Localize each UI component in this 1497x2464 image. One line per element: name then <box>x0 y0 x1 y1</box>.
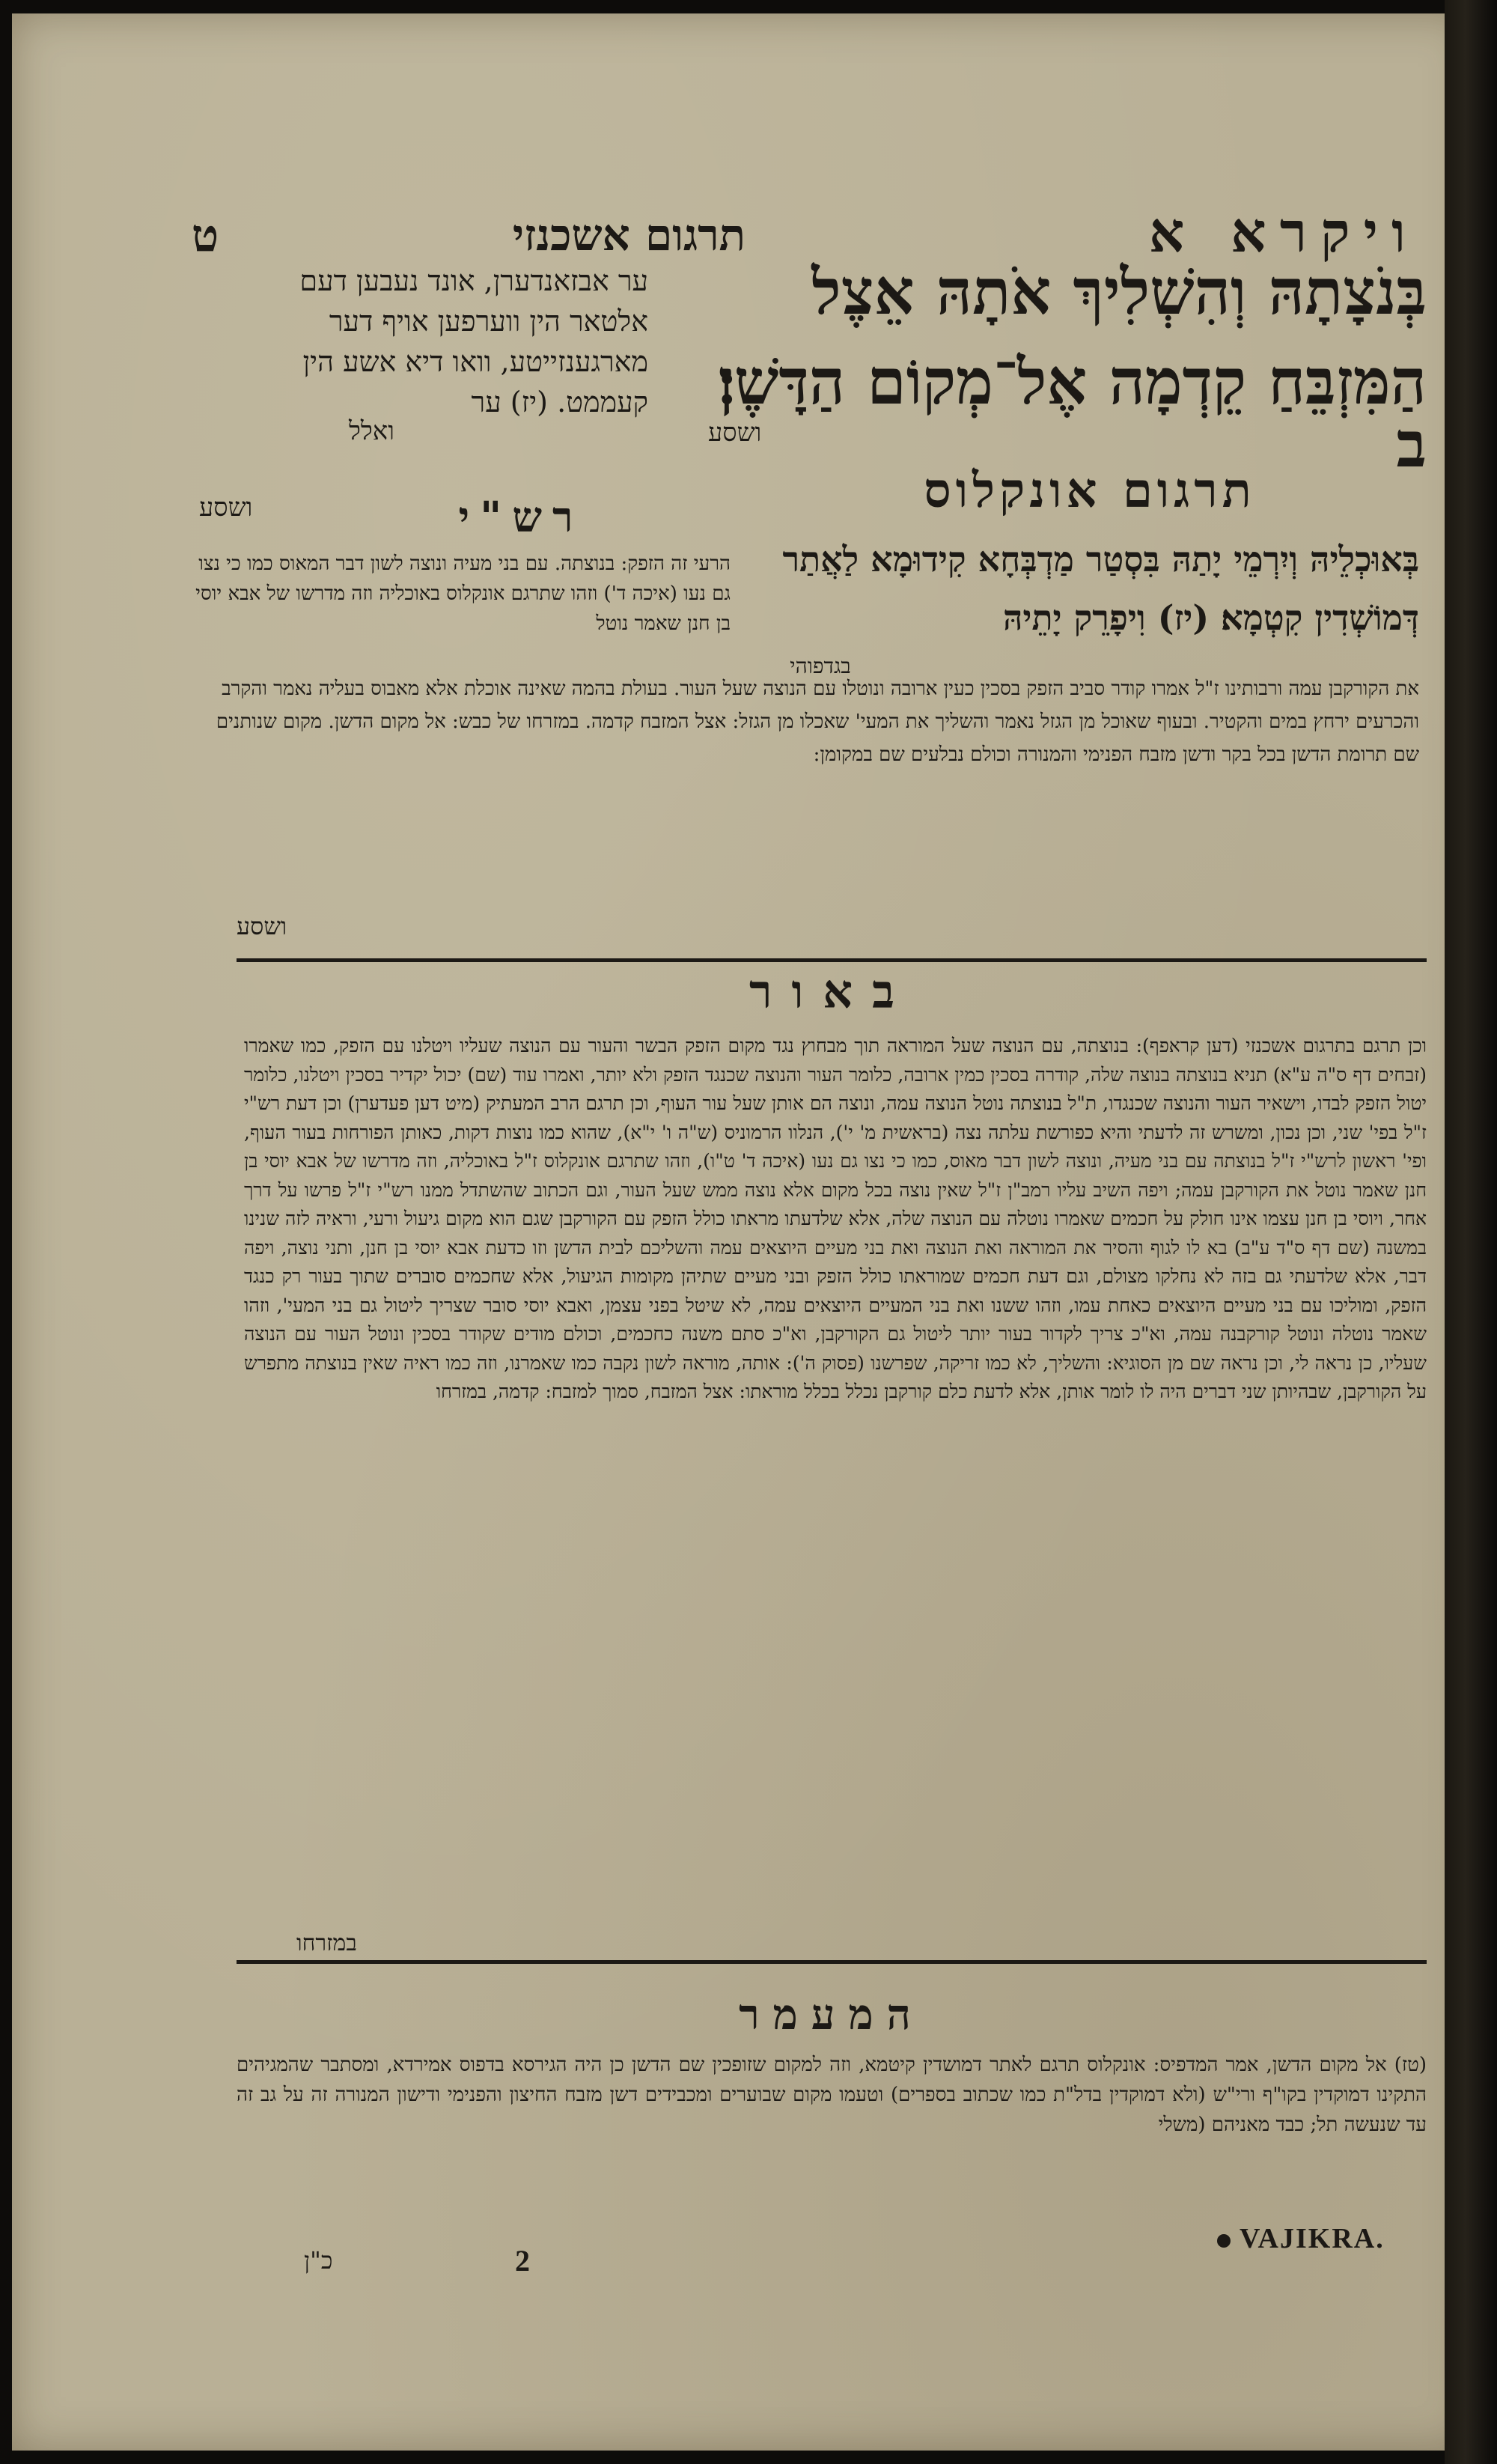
verse-line-1: בְּנֹצָתָהּ וְהִשְׁלִיךְ אֹתָהּ אֵצֶל <box>811 255 1427 329</box>
rashi-text-continued: את הקורקבן עמה ורבותינו ז"ל אמרו קודר סביב הזפק בסכין כעין ארובה ונוטלו עם הנוצה שעל העור. בעולת בהמה שאינה אוכלת אלא מאבוס בעליה נאמר והקרב והכרעים ירחץ במים והקטיר. ובעוף שאוכל מן הגזל נאמר והשליך את המעי' שאכלו מן הגזל: אצל המזבח קדמה. במזרחו של כבש: אל מקום הדשן. מקום שנותנים שם תרומת הדשן בכל בקר ודשן מזבח הפנימי והמנורה וכולם נבלעים שם במקומן: <box>216 678 1419 766</box>
rashi-catchword: ושסע <box>199 493 253 523</box>
book-spine <box>1445 0 1497 2464</box>
catchword-yiddish: ואלל <box>349 416 394 446</box>
catchword-verse: ושסע <box>708 418 762 448</box>
verse-line-2: הַמִּזְבֵּחַ קֵדְמָה אֶל־מְקוֹם הַדָּשֶׁן׃ ב <box>718 344 1427 481</box>
page-letter: ט <box>192 210 219 262</box>
section-divider <box>237 1960 1427 1964</box>
book-title: ויקרא א <box>1148 201 1419 265</box>
bullet-icon <box>1217 2234 1231 2248</box>
onkelos-text: בְּאוּכְלֵיהּ וְיִרְמֵי יָתַהּ בִּסְטַר מַדְבְּחָא קִידוּמָא לַאֲתַר דְּמוֹשְׁדִין קִטְמָא׃ (יז) וִיפָרֵק יָתֵיהּ <box>782 539 1419 638</box>
yiddish-translation: ער אבזאנדערן, אונד נעבען דעם אלטאר הין ווערפען אויף דער מארגענזייטע, וואו דיא אשע הין קעממט. (יז) ער <box>299 264 648 419</box>
hameamer-heading: המעמר <box>739 1990 924 2039</box>
targum-heading: תרגום אשכנזי <box>512 210 746 261</box>
onkelos-heading: תרגום אונקלוס <box>924 463 1256 519</box>
section-divider <box>237 958 1427 962</box>
rashi-text: הרעי זה הזפק: בנוצתה. עם בני מעיה ונוצה לשון דבר המאוס כמו כי נצו גם נעו (איכה ד') וזהו שתרגם אונקלוס באוכליה וזה מדרשו של אבא יוסי בן חנן שאמר נוטל <box>195 553 731 635</box>
biur-text: וכן תרגם בתרגום אשכנזי (דען קראפף): בנוצתה, עם הנוצה שעל המוראה תוך מבחוץ נגד מקום הזפק הבשר והעור עם הנוצה שעליו ויטלנו עם הזפק, כמו שאמרו (זבחים דף ס"ה ע"א) תניא בנוצתה בנוצה שלה, קודרה בסכין כמין ארובה, כלומר העור והנוצה שכנגד הזפק ולא יותר, ואמרו עוד (שם) יכול יקדיר בסכין ויטלנו, כלומר יטול הזפק לבדו, וישאיר העור והנוצה שכנגדו, ת"ל בנוצתה נוטל הנוצה עמה, ונוצה הם אותן שעל עור העוף, וכן תרגם הרב המעתיק (מיט דען פעדערן) וכן דעת רש"י ז"ל בפי' שני, וכן נכון, ומשרש זה לדעתי והיא כפורשת עלתה נצה (בראשית מ' י'), הנלוו הרמוניס (ש"ה ו' י"א), שהוא כמו נוצות דקות, כאותן הפורחות בעור העוף, ופי' ראשון לרש"י ז"ל בנוצתה עם בני מעיה, ונוצה לשון דבר מאוס, כמו כי נצו גם נעו (איכה ד' ט"ו), וזהו שתרגם אונקלוס ז"ל באוכליה, וזה מדרשו של אבא יוסי בן חנן שאמר נוטל את הקורקבן עמה; ויפה השיב עליו רמב"ן ז"ל שאין נוצה בכל מקום אלא נוצה ממש שעל העור, וגם הכתוב שהשתדל ממנו רש"י ז"ל פרשו על דרך אחר, ויוסי בן חנן עצמו אינו חולק על חכמים שאמרו נוטלה עם הנוצה שלה, אלא שלדעתו מראתו כולל הזפק עם הקורקבן שגם הוא מקום גיעול ורעי, וראיה לזה שנינו במשנה (שם דף ס"ד ע"ב) בא לו לגוף והסיר את המוראה ואת הנוצה ואת בני מעיים היוצאים עמה והשליכם לבית הדשן וזו כדעת אבא יוסי בן חנן, ותני נוצה, ויפה דבר, אלא שלדעתי גם בזה לא נחלקו מצולם, וגם דעת חכמים שמוראתו כולל הזפק ובני מעיים שתיהן מקומות הגיעול, אלא שחכמים סוברים שתוך בעור רק כנגד הזפק, ומוליכו עם בני מעיים היוצאים כאחת עמו, וזהו ששנו ואת בני המעיים היוצאים עמה, לא שיטל בפני עצמן, ואבא יוסי סובר שצריך ליטול גם בני המעי', וזהו שאמר נוטלה ונוטל קורקבנה עמה, וא"כ צריך לקדור בעור יותר ליטול גם הקורקבן, וא"כ סתם משנה כחכמים, וכולם מודים שקודר בסכין ונוטל העור עם הנוצה שעליו, כן נראה לי, וכן נראה שם מן הסוגיא: והשליך, לא כמו זריקה, שפרשנו (פסוק ה'): אותה, מוראה לשון נקבה כמו שאמרנו, וזה כמו ראיה שאין בנוצתה מתפרש על הקורקבן, שבהיותן שני דברים היה לו לומר אותן, אלא לדעת כלם קורקבן נכלל בכלל מוראתו: אצל המזבח, סמוך למזבח: קדמה, במזרחו <box>244 1035 1427 1402</box>
running-title: VAJIKRA. <box>1240 2223 1385 2254</box>
onkelos-note: בגדפוהי <box>790 654 851 678</box>
rashi-bottom-catchword: ושסע <box>237 912 287 940</box>
footer-catchword: כ"ן <box>304 2246 333 2275</box>
book-page <box>12 13 1472 2451</box>
rashi-heading: רש"י <box>458 493 584 542</box>
biur-catchword: במזרחו <box>296 1930 357 1956</box>
biur-heading: באור <box>748 964 914 1019</box>
hameamer-text: (טז) אל מקום הדשן, אמר המדפיס: אונקלוס תרגם לאתר דמושדין קיטמא, וזה למקום שזופכין שם הדשן כן היה הגירסא בדפוס אמירדא, ומסתבר שהמגיהים התקינו דמוקדין בקו"ף ורי"ש (ולא דמוקדין בדל"ת כמו שכתוב בספרים) וטעמו מקום שבוערים ומכבידים דשן מזבח החיצון והפנימי ודישון המנורה זה על גב זה עד שנעשה תל; כבד מאניהם (משלי <box>237 2054 1427 2136</box>
page-number: 2 <box>515 2244 530 2278</box>
